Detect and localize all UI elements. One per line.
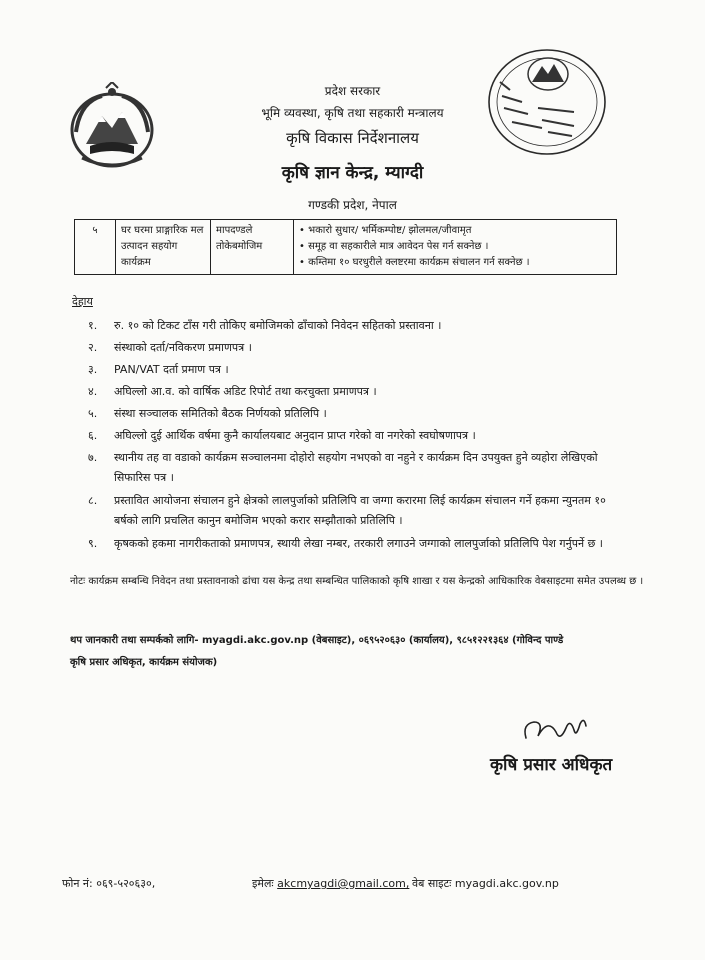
list-item-text: रु. १० को टिकट टाँस गरी तोकिए बमोजिमको ढाँचाको निवेदन सहितको प्रस्तावना । bbox=[114, 319, 442, 332]
signatory-title: कृषि प्रसार अधिकृत bbox=[490, 755, 613, 775]
list-item-number: ३. bbox=[88, 363, 98, 376]
attachments-title: देहाय bbox=[72, 295, 93, 308]
office-seal-stamp bbox=[482, 42, 612, 160]
list-item-text: अघिल्लो दुई आर्थिक वर्षमा कुनै कार्यालयबाट अनुदान प्राप्त गरेको वा नगरेको स्वघोषणापत्र । bbox=[114, 429, 476, 442]
header-province: गण्डकी प्रदेश, नेपाल bbox=[308, 198, 397, 212]
list-item-text: स्थानीय तह वा वडाको कार्यक्रम सञ्चालनमा दोहोरो सहयोग नभएको वा नहुने र कार्यक्रम दिन उपयुक्त हुने व्यहोरा लेखिएको सिफारिस पत्र । bbox=[114, 451, 598, 484]
list-item-number: १. bbox=[88, 319, 98, 332]
program-table bbox=[74, 219, 617, 275]
list-item bbox=[88, 426, 628, 445]
list-item-text: कृषकको हकमा नागरीकताको प्रमाणपत्र, स्थायी लेखा नम्बर, तरकारी लगाउने जग्गाको लालपुर्जाको प्रतिलिपि पेश गर्नुपर्ने छ । bbox=[114, 537, 603, 550]
website-label: वेब साइटः bbox=[412, 877, 452, 890]
footer-website bbox=[412, 876, 559, 891]
header-government: प्रदेश सरकार bbox=[324, 84, 381, 98]
list-item-text: संस्था सञ्चालक समितिको बैठक निर्णयको प्रतिलिपि । bbox=[114, 407, 327, 420]
list-item-number: २. bbox=[88, 341, 98, 354]
note-text: नोटः कार्यक्रम सम्बन्धि निवेदन तथा प्रस्तावनाको ढांचा यस केन्द्र तथा सम्बन्धित पालिकाको कृषि शाखा र यस केन्द्रको आधिकारिक वेबसाइटमा समेत उपलब्ध छ । bbox=[70, 576, 644, 587]
contact-info bbox=[70, 630, 670, 674]
list-item-number: ९. bbox=[88, 537, 98, 550]
contact-line: कृषि प्रसार अधिकृत, कार्यक्रम संयोजक) bbox=[70, 657, 218, 668]
list-item-text: प्रस्तावित आयोजना संचालन हुने क्षेत्रको लालपुर्जाको प्रतिलिपि वा जग्गा करारमा लिई कार्यक्रम संचालन गर्ने हकमा न्युनतम १० बर्षको लागि प्रचलित कानुन बमोजिम भएको करार सम्झौताको प्रतिलिपि । bbox=[114, 494, 606, 527]
program-number: ५ bbox=[75, 220, 116, 275]
list-item-number: ६. bbox=[88, 429, 98, 442]
requirement-item: • समूह वा सहकारीले मात्र आवेदन पेस गर्न सक्नेछ । bbox=[299, 241, 489, 252]
list-item-text: अघिल्लो आ.व. को वार्षिक अडिट रिपोर्ट तथा करचुक्ता प्रमाणपत्र । bbox=[114, 385, 377, 398]
list-item bbox=[88, 491, 628, 531]
footer-phone: फोन नं: ०६९-५२०६३०, bbox=[62, 877, 156, 890]
table-row bbox=[75, 220, 617, 275]
list-item-number: ४. bbox=[88, 385, 98, 398]
list-item-number: ५. bbox=[88, 407, 98, 420]
list-item-number: ८. bbox=[88, 494, 98, 507]
list-item bbox=[88, 338, 628, 357]
list-item-text: PAN/VAT दर्ता प्रमाण पत्र । bbox=[114, 363, 229, 376]
header-ministry: भूमि व्यवस्था, कृषि तथा सहकारी मन्त्रालय bbox=[261, 106, 444, 120]
program-name: घर घरमा प्राङ्गारिक मल उत्पादन सहयोग कार्यक्रम bbox=[116, 220, 211, 275]
list-item bbox=[88, 360, 628, 379]
email-label: इमेलः bbox=[252, 877, 274, 890]
signature-scribble bbox=[518, 712, 590, 748]
list-item bbox=[88, 316, 628, 335]
footer-email bbox=[252, 876, 409, 891]
email-link[interactable]: akcmyagdi@gmail.com, bbox=[277, 877, 410, 890]
list-item bbox=[88, 448, 628, 488]
attachments-list bbox=[88, 316, 628, 557]
website-link[interactable]: myagdi.akc.gov.np bbox=[454, 877, 559, 890]
program-basis: मापदण्डले तोकेबमोजिम bbox=[211, 220, 294, 275]
header-directorate: कृषि विकास निर्देशनालय bbox=[286, 129, 419, 147]
list-item bbox=[88, 534, 628, 554]
requirement-item: • कम्तिमा १० घरधुरीले क्लष्टरमा कार्यक्रम संचालन गर्न सक्नेछ । bbox=[299, 257, 530, 268]
header-office-title: कृषि ज्ञान केन्द्र, म्याग्दी bbox=[281, 163, 424, 183]
program-requirements bbox=[294, 220, 617, 275]
list-item-number: ७. bbox=[88, 451, 98, 464]
contact-line: थप जानकारी तथा सम्पर्कको लागि- myagdi.akc.gov.np (वेबसाइट), ०६९५२०६३० (कार्यालय), ९८५१२२१३६४ (गोविन्द पाण्डे bbox=[70, 635, 564, 646]
list-item bbox=[88, 382, 628, 401]
requirement-item: • भकारो सुधार/ भर्मिकम्पोष्ट/ झोलमल/जीवामृत bbox=[299, 225, 472, 236]
list-item-text: संस्थाको दर्ता/नविकरण प्रमाणपत्र । bbox=[114, 341, 252, 354]
list-item bbox=[88, 404, 628, 423]
